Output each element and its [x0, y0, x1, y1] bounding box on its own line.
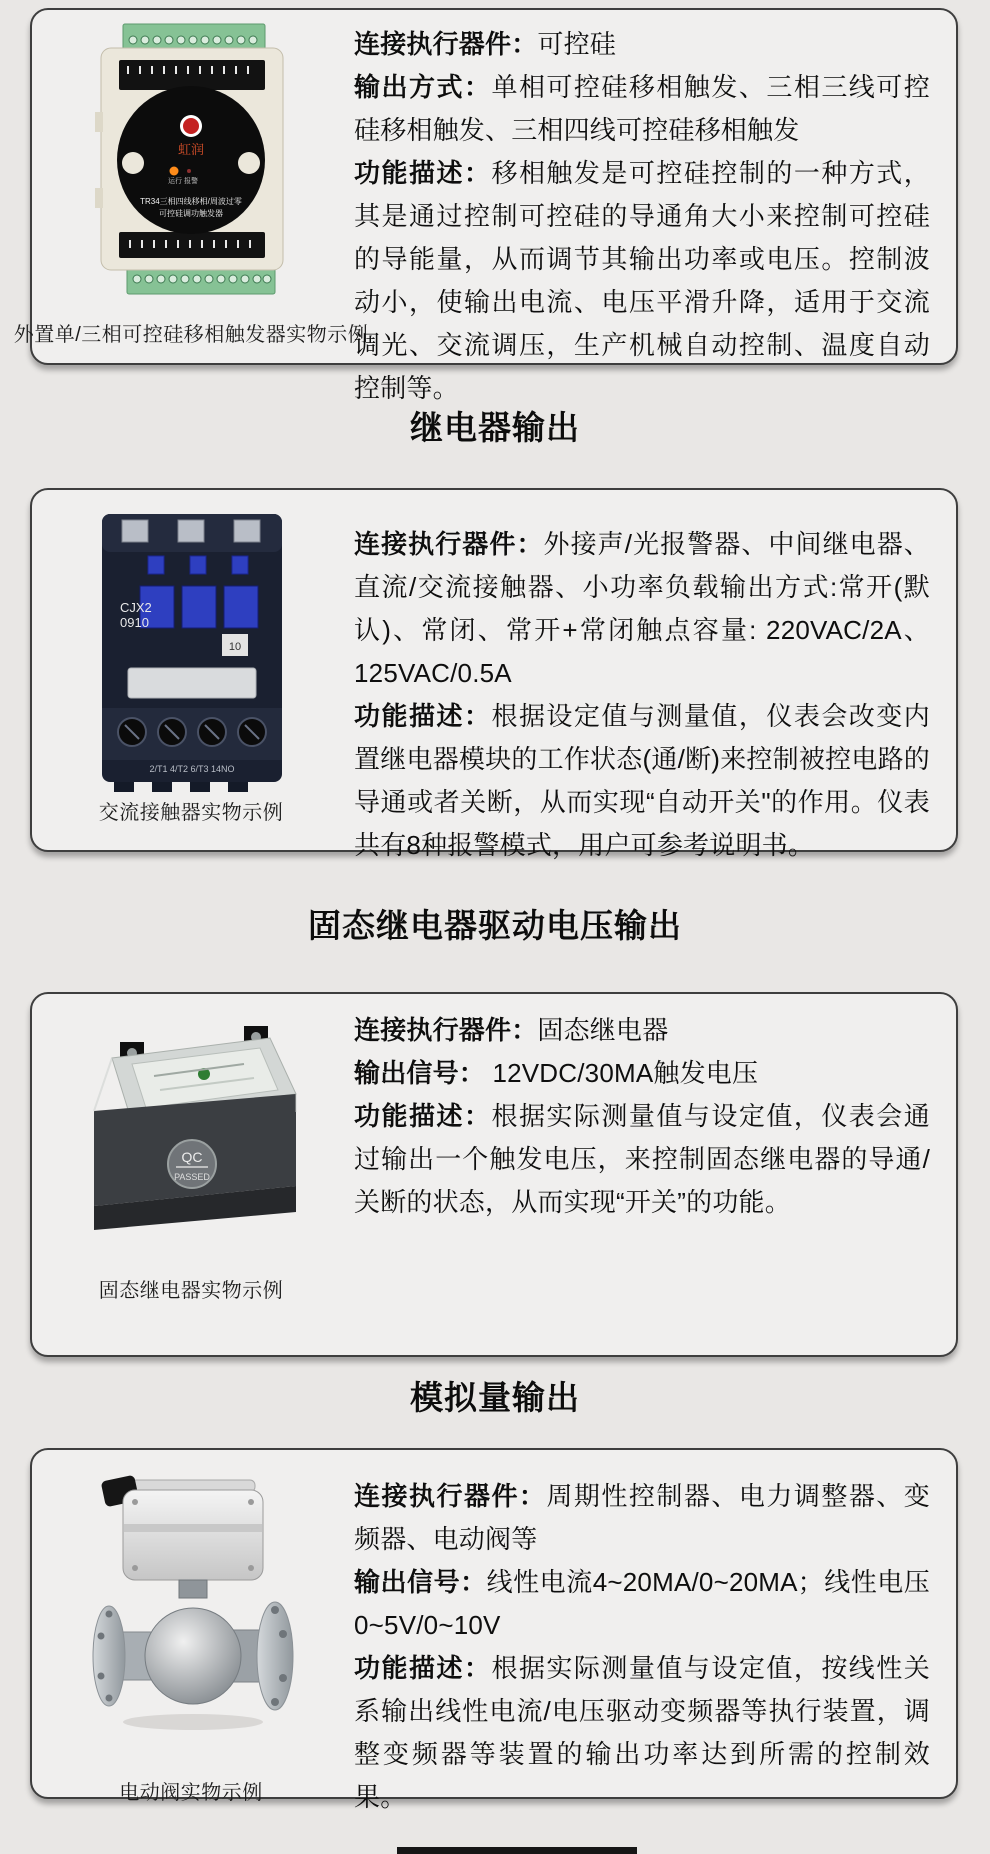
spec-value: 周期性控制器、电力调整器、变频器、电动阀等: [354, 1481, 930, 1554]
thyristor-trigger-module-icon: [71, 20, 311, 298]
spec-value: 根据实际测量值与设定值，仪表会通过输出一个触发电压，来控制固态继电器的导通/关断的状态，从而实现“开关”的功能。: [354, 1101, 930, 1217]
contactor-chip-label: 10: [228, 641, 241, 653]
card-spec-text: [350, 490, 956, 860]
spec-value: 固态继电器: [537, 1015, 669, 1045]
module-label-line2: 可控硅调功触发器: [159, 209, 223, 218]
spec-paragraph: [354, 1561, 930, 1647]
spec-value: 外接声/光报警器、中间继电器、直流/交流接触器、小功率负载输出方式:常开(默认)、常闭、常开+常闭触点容量: 220VAC/2A、125VAC/0.5A: [354, 529, 930, 688]
thyristor-trigger-photo: [71, 20, 311, 298]
spec-label: 连接执行器件：: [354, 29, 538, 59]
card-spec-text: [350, 10, 956, 403]
analog-output-card: [30, 1448, 958, 1812]
led-labels: 运行 报警: [168, 178, 198, 185]
spec-paragraph: [354, 1009, 930, 1052]
contactor-terminal-labels: 2/T1 4/T2 6/T3 14NO: [148, 764, 235, 774]
solid-state-relay-photo: [74, 1016, 309, 1241]
spec-value: 单相可控硅移相触发、三相三线可控硅移相触发、三相四线可控硅移相触发: [354, 72, 930, 145]
spec-paragraph: [354, 1475, 930, 1561]
ssr-output-card: [30, 992, 958, 1357]
photo-caption: 交流接触器实物示例: [98, 802, 284, 824]
section-heading-analog-output: 模拟量输出: [410, 1379, 580, 1416]
spec-label: 连接执行器件：: [354, 1481, 547, 1511]
contactor-model-line2: 0910: [119, 615, 149, 630]
spec-value: 可控硅: [537, 29, 617, 59]
section-heading-ssr-drive-output: 固态继电器驱动电压输出: [308, 907, 682, 944]
spec-paragraph: [354, 1052, 930, 1095]
card-photo-column: [32, 490, 350, 850]
spec-label: 连接执行器件：: [354, 529, 544, 559]
card-spec-text: [350, 994, 956, 1355]
spec-label: 输出方式：: [354, 72, 492, 102]
electric-valve-photo: [71, 1460, 311, 1776]
spec-value: 根据设定值与测量值，仪表会改变内置继电器模块的工作状态(通/断)来控制被控电路的导通或者关断，从而实现“自动开关"的作用。仪表共有8种报警模式，用户可参考说明书。: [354, 701, 930, 860]
card-photo-column: [13, 10, 369, 363]
spec-paragraph: [354, 66, 930, 152]
electric-valve-icon: [71, 1460, 311, 1776]
card-photo-column: [32, 1450, 350, 1804]
spec-label: 功能描述：: [354, 701, 492, 731]
spec-paragraph: [354, 23, 930, 66]
spec-paragraph: [354, 695, 930, 867]
spec-value: 线性电流4~20MA/0~20MA；线性电压0~5V/0~10V: [354, 1567, 930, 1640]
ac-contactor-icon: [84, 500, 299, 796]
spec-paragraph: [354, 1647, 930, 1819]
qc-badge-line1: QC: [181, 1149, 202, 1165]
spec-paragraph: [354, 152, 930, 410]
section-heading-relay-output: 继电器输出: [410, 409, 580, 446]
contactor-model-line1: CJX2: [119, 600, 152, 615]
photo-caption: 电动阀实物示例: [119, 1782, 263, 1804]
ac-contactor-photo: [84, 500, 299, 796]
photo-caption: 固态继电器实物示例: [98, 1280, 284, 1302]
next-section-divider: [397, 1847, 637, 1854]
spec-label: 连接执行器件：: [354, 1015, 538, 1045]
photo-caption: 外置单/三相可控硅移相触发器实物示例: [13, 324, 369, 346]
relay-output-card: [30, 488, 958, 860]
spec-label: 功能描述：: [354, 1653, 492, 1683]
spec-paragraph: [354, 523, 930, 695]
qc-badge-line2: PASSED: [173, 1172, 210, 1182]
card-photo-column: [32, 994, 350, 1355]
solid-state-relay-icon: [74, 1016, 309, 1241]
spec-label: 功能描述：: [354, 158, 492, 188]
spec-label: 输出信号：: [354, 1058, 486, 1088]
brand-text: 虹润: [177, 142, 205, 157]
spec-value: 12VDC/30MA触发电压: [485, 1058, 759, 1088]
spec-label: 功能描述：: [354, 1101, 492, 1131]
spec-paragraph: [354, 1095, 930, 1224]
spec-label: 输出信号：: [354, 1567, 487, 1597]
spec-value: 根据实际测量值与设定值，按线性关系输出线性电流/电压驱动变频器等执行装置，调整变频器等装置的输出功率达到所需的控制效果。: [354, 1653, 930, 1812]
thyristor-output-card: [13, 8, 958, 403]
card-spec-text: [350, 1450, 956, 1812]
module-label-line1: TR34三相四线移相/周波过零: [140, 197, 242, 206]
spec-value: 移相触发是可控硅控制的一种方式，其是通过控制可控硅的导通角大小来控制可控硅的导能量，从而调节其输出功率或电压。控制波动小，使输出电流、电压平滑升降，适用于交流调光、交流调压，生产机械自动控制、温度自动控制等。: [354, 158, 930, 403]
